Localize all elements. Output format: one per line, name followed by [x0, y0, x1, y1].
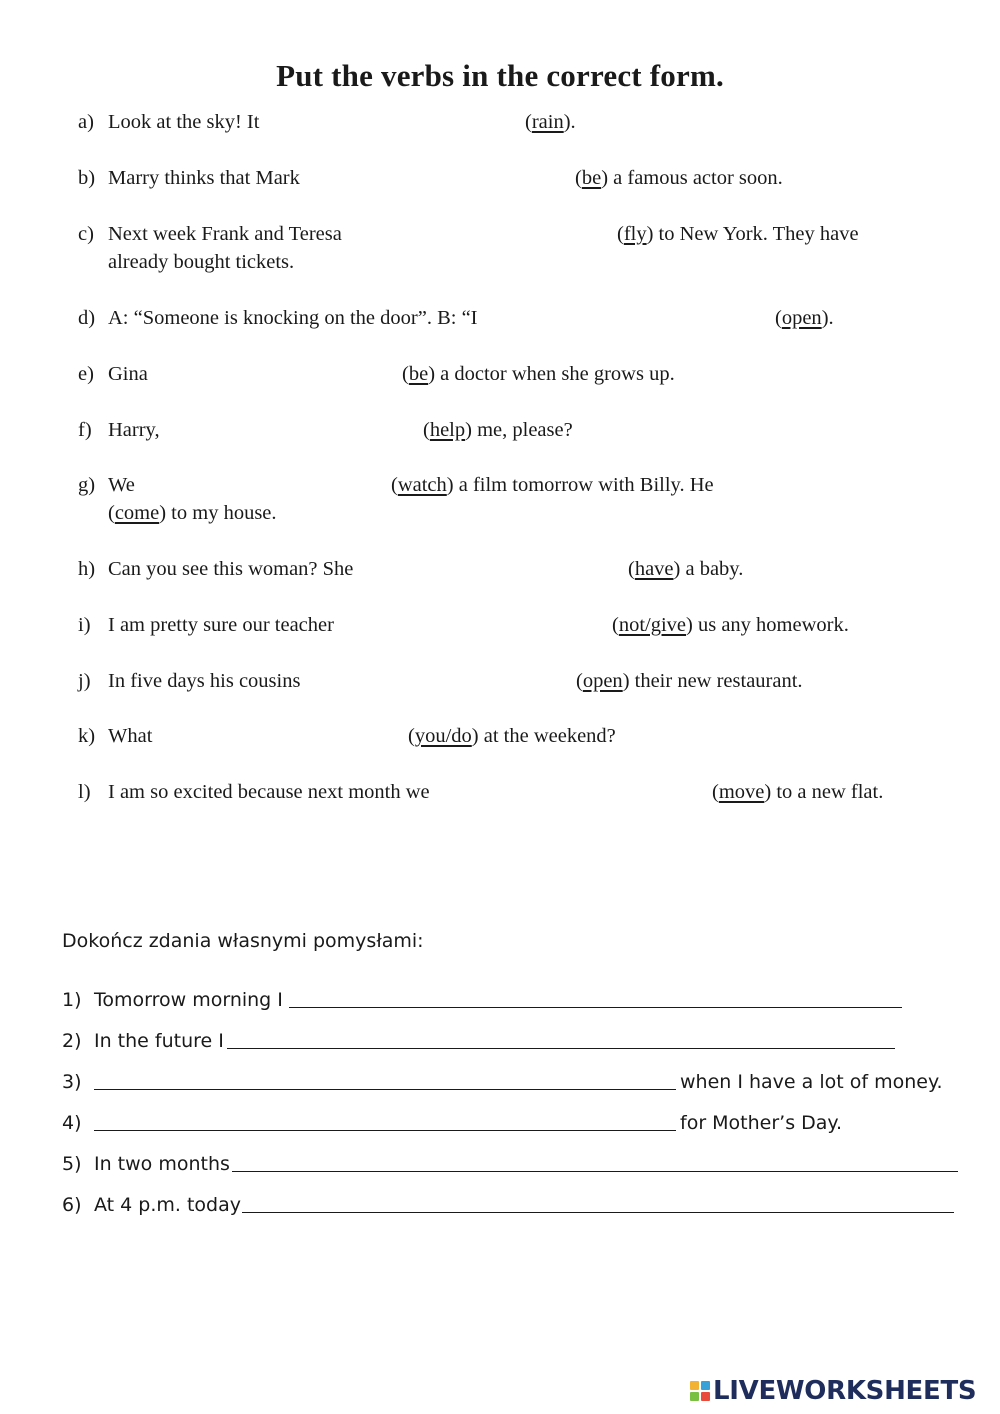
item-text-before: Gina: [108, 363, 148, 385]
verb-hint: fly: [623, 223, 647, 245]
verb-hint: be: [581, 167, 602, 189]
item-text-after: ) a famous actor soon.: [601, 167, 783, 189]
paren-open: (: [612, 614, 619, 636]
item-text-before: What: [108, 725, 153, 747]
item-text-before: Next week Frank and Teresa: [108, 223, 342, 245]
item-letter: c): [78, 223, 94, 245]
item-text-before: Look at the sky! It: [108, 111, 260, 133]
paren-open: (: [391, 474, 398, 496]
verb-hint: be: [408, 363, 429, 385]
paren-open: (: [525, 111, 532, 133]
verb-hint: rain: [531, 111, 564, 133]
verb-hint: have: [634, 558, 674, 580]
item-letter: b): [78, 167, 96, 189]
item-text-before: In five days his cousins: [108, 670, 301, 692]
answer-input-c[interactable]: [373, 224, 613, 246]
answer-input-j[interactable]: [328, 671, 573, 693]
item-number: 2): [62, 1030, 82, 1052]
item-text-before: In two months: [94, 1153, 230, 1175]
item-text-before: I am so excited because next month we: [108, 781, 430, 803]
paren-open: (: [108, 502, 115, 524]
item-text-before: In the future I: [94, 1030, 224, 1052]
item-text-before: Marry thinks that Mark: [108, 167, 300, 189]
item-text-before: At 4 p.m. today: [94, 1194, 241, 1216]
paren-open: (: [423, 419, 430, 441]
item-text-after: ).: [821, 307, 834, 329]
item-number: 3): [62, 1071, 82, 1093]
verb-hint: watch: [397, 474, 447, 496]
answer-input-d[interactable]: [523, 308, 773, 330]
item-text-after: ) a baby.: [673, 558, 744, 580]
item-letter: g): [78, 474, 96, 496]
answer-input-g2[interactable]: [750, 475, 950, 497]
item-text-before: We: [108, 474, 135, 496]
paren-open: (: [712, 781, 719, 803]
page-title: Put the verbs in the correct form.: [276, 58, 724, 93]
item-letter: e): [78, 363, 94, 385]
exercise2-heading: Dokończ zdania własnymi pomysłami:: [62, 930, 424, 952]
item-letter: k): [78, 725, 96, 747]
answer-input-f[interactable]: [173, 420, 421, 442]
answer-input-e[interactable]: [163, 364, 398, 386]
paren-open: (: [576, 670, 583, 692]
verb-hint: not/give: [618, 614, 687, 636]
item-letter: d): [78, 307, 96, 329]
item-text-after: ) a film tomorrow with Billy. He: [446, 474, 714, 496]
item-text-after: ) their new restaurant.: [622, 670, 803, 692]
item-number: 1): [62, 989, 82, 1011]
answer-line-2[interactable]: [227, 1048, 895, 1049]
item-letter: l): [78, 781, 91, 803]
verb-hint: come: [114, 502, 160, 524]
verb-hint: open: [582, 670, 623, 692]
item-text-before: Can you see this woman? She: [108, 558, 354, 580]
item-letter: h): [78, 558, 96, 580]
verb-hint: you/do: [414, 725, 472, 747]
item-text-after: ) at the weekend?: [471, 725, 616, 747]
item-number: 6): [62, 1194, 82, 1216]
item-text-before: I am pretty sure our teacher: [108, 614, 334, 636]
item-text-after: when I have a lot of money.: [680, 1071, 943, 1093]
logo-text: LIVEWORKSHEETS: [713, 1376, 977, 1406]
item-letter: j): [78, 670, 91, 692]
answer-input-i[interactable]: [363, 615, 608, 637]
verb-hint: move: [718, 781, 765, 803]
answer-input-l[interactable]: [466, 782, 708, 804]
item-text-after: ).: [563, 111, 576, 133]
item-text-after: ) to a new flat.: [764, 781, 884, 803]
verb-hint: open: [781, 307, 822, 329]
answer-input-h[interactable]: [383, 559, 623, 581]
paren-open: (: [775, 307, 782, 329]
item-text-after: ) to New York. They have: [646, 223, 859, 245]
answer-input-g1[interactable]: [143, 475, 388, 497]
logo-tiles-icon: [690, 1381, 710, 1401]
answer-line-6[interactable]: [242, 1212, 954, 1213]
item-text-after: ) us any homework.: [686, 614, 849, 636]
paren-open: (: [575, 167, 582, 189]
item-letter: f): [78, 419, 92, 441]
answer-input-a[interactable]: [283, 112, 523, 134]
item-text-before: Harry,: [108, 419, 160, 441]
item-text-line2: already bought tickets.: [108, 251, 295, 273]
liveworksheets-logo: [690, 1374, 976, 1408]
answer-input-b[interactable]: [323, 168, 573, 190]
item-text-before: Tomorrow morning I: [94, 989, 283, 1011]
item-text-after: ) a doctor when she grows up.: [428, 363, 675, 385]
item-text-after: ) to my house.: [159, 502, 277, 524]
paren-open: (: [402, 363, 409, 385]
paren-open: (: [628, 558, 635, 580]
paren-open: (: [408, 725, 415, 747]
answer-line-1[interactable]: [289, 1007, 902, 1008]
item-text-before: A: “Someone is knocking on the door”. B: “I: [108, 307, 478, 329]
answer-line-4[interactable]: [94, 1130, 676, 1131]
answer-line-5[interactable]: [232, 1171, 958, 1172]
item-text-after: ) me, please?: [465, 419, 573, 441]
answer-input-k[interactable]: [163, 726, 403, 748]
item-number: 5): [62, 1153, 82, 1175]
answer-line-3[interactable]: [94, 1089, 676, 1090]
item-text-after: for Mother’s Day.: [680, 1112, 843, 1134]
item-number: 4): [62, 1112, 82, 1134]
verb-hint: help: [429, 419, 466, 441]
paren-open: (: [617, 223, 624, 245]
item-letter: a): [78, 111, 94, 133]
item-letter: i): [78, 614, 91, 636]
